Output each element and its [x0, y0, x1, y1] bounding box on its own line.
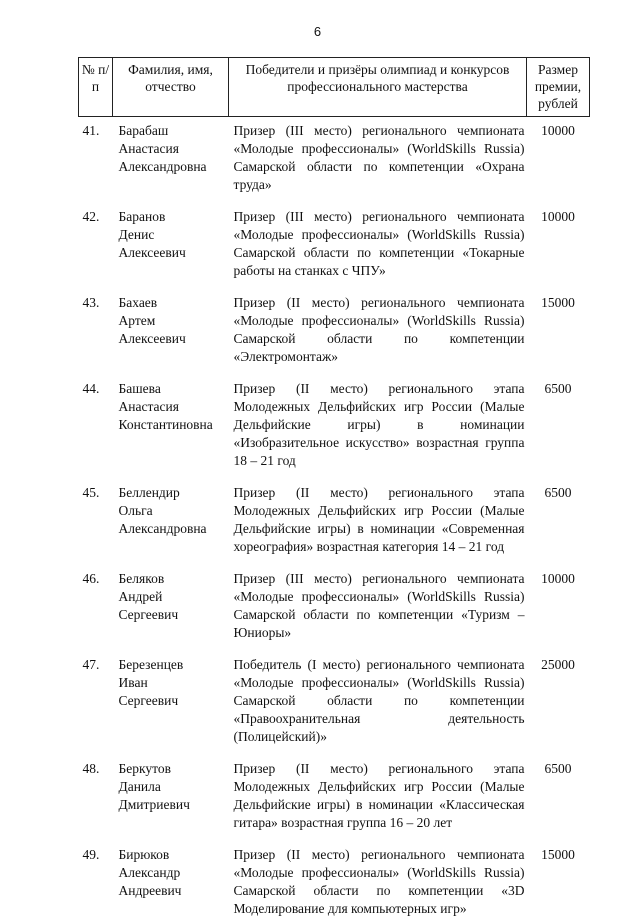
name-part: Сергеевич: [119, 692, 229, 710]
row-prize: 10000: [527, 208, 590, 280]
row-name: [113, 656, 229, 746]
name-part: Анастасия: [119, 140, 229, 158]
name-part: Березенцев: [119, 656, 229, 674]
row-number: 43.: [79, 294, 113, 366]
row-spacer-cell: [79, 832, 590, 846]
table-row: [79, 122, 590, 194]
row-spacer-cell: [79, 470, 590, 484]
name-part: Баранов: [119, 208, 229, 226]
row-spacer-cell: [79, 746, 590, 760]
row-prize: 6500: [527, 760, 590, 832]
name-part: Андреевич: [119, 882, 229, 900]
row-name: [113, 208, 229, 280]
name-part: Беллендир: [119, 484, 229, 502]
row-name: [113, 380, 229, 470]
name-part: Анастасия: [119, 398, 229, 416]
header-name: Фамилия, имя, отчество: [113, 58, 229, 117]
name-part: Алексеевич: [119, 244, 229, 262]
row-description: Призер (II место) регионального этапа Молодежных Дельфийских игр России (Малые Дельфийские игры) в номинации «Классическая гитара» возрастная группа 16 – 20 лет: [229, 760, 527, 832]
row-spacer: [79, 746, 590, 760]
name-part: Ольга: [119, 502, 229, 520]
name-part: Беляков: [119, 570, 229, 588]
row-prize: 6500: [527, 380, 590, 470]
table-row: [79, 380, 590, 470]
table-row: [79, 294, 590, 366]
row-description: Призер (II место) регионального чемпионата «Молодые профессионалы» (WorldSkills Russia) Самарской области по компетенции «3D Моделирование для компьютерных игр»: [229, 846, 527, 918]
header-prize: Размер премии, рублей: [527, 58, 590, 117]
row-prize: 25000: [527, 656, 590, 746]
row-name: [113, 484, 229, 556]
table-row: [79, 484, 590, 556]
name-part: Дмитриевич: [119, 796, 229, 814]
row-spacer-cell: [79, 366, 590, 380]
row-prize: 15000: [527, 846, 590, 918]
name-part: Константиновна: [119, 416, 229, 434]
row-name: [113, 760, 229, 832]
row-spacer: [79, 556, 590, 570]
name-part: Артем: [119, 312, 229, 330]
name-part: Барабаш: [119, 122, 229, 140]
row-spacer-cell: [79, 280, 590, 294]
row-description: Призер (II место) регионального чемпионата «Молодые профессионалы» (WorldSkills Russia) Самарской области по компетенции «Электромонтаж»: [229, 294, 527, 366]
row-name: [113, 294, 229, 366]
name-part: Александровна: [119, 520, 229, 538]
row-spacer: [79, 470, 590, 484]
row-name: [113, 122, 229, 194]
name-part: Башева: [119, 380, 229, 398]
name-part: Александр: [119, 864, 229, 882]
row-name: [113, 570, 229, 642]
table-header-row: [79, 58, 590, 117]
page-number: 6: [0, 24, 635, 39]
table-row: [79, 570, 590, 642]
name-part: Александровна: [119, 158, 229, 176]
row-spacer: [79, 194, 590, 208]
row-spacer: [79, 642, 590, 656]
name-part: Денис: [119, 226, 229, 244]
row-number: 47.: [79, 656, 113, 746]
row-spacer-cell: [79, 194, 590, 208]
name-part: Андрей: [119, 588, 229, 606]
header-desc: Победители и призёры олимпиад и конкурсов профессионального мастерства: [229, 58, 527, 117]
row-spacer-cell: [79, 642, 590, 656]
row-prize: 10000: [527, 570, 590, 642]
header-num: № п/п: [79, 58, 113, 117]
row-number: 46.: [79, 570, 113, 642]
table-row: [79, 656, 590, 746]
table-row: [79, 846, 590, 918]
name-part: Иван: [119, 674, 229, 692]
row-spacer-cell: [79, 556, 590, 570]
row-spacer: [79, 366, 590, 380]
row-prize: 15000: [527, 294, 590, 366]
row-description: Призер (II место) регионального этапа Молодежных Дельфийских игр России (Малые Дельфийские игры) в номинации «Изобразительное искусство» возрастная группа 18 – 21 год: [229, 380, 527, 470]
row-description: Победитель (I место) регионального чемпионата «Молодые профессионалы» (WorldSkills Russia) Самарской области по компетенции «Правоохранительная деятельность (Полицейский)»: [229, 656, 527, 746]
row-description: Призер (II место) регионального этапа Молодежных Дельфийских игр России (Малые Дельфийские игры) в номинации «Современная хореография» возрастная категория 14 – 21 год: [229, 484, 527, 556]
awards-table: [78, 57, 590, 918]
name-part: Сергеевич: [119, 606, 229, 624]
row-number: 45.: [79, 484, 113, 556]
name-part: Бирюков: [119, 846, 229, 864]
table-body: [79, 117, 590, 918]
name-part: Беркутов: [119, 760, 229, 778]
row-prize: 10000: [527, 122, 590, 194]
row-description: Призер (III место) регионального чемпионата «Молодые профессионалы» (WorldSkills Russia) Самарской области по компетенции «Туризм – Юниоры»: [229, 570, 527, 642]
row-spacer: [79, 832, 590, 846]
name-part: Данила: [119, 778, 229, 796]
name-part: Бахаев: [119, 294, 229, 312]
row-prize: 6500: [527, 484, 590, 556]
row-description: Призер (III место) регионального чемпионата «Молодые профессионалы» (WorldSkills Russia) Самарской области по компетенции «Токарные работы на станках с ЧПУ»: [229, 208, 527, 280]
table-row: [79, 208, 590, 280]
row-number: 41.: [79, 122, 113, 194]
name-part: Алексеевич: [119, 330, 229, 348]
table-row: [79, 760, 590, 832]
row-number: 49.: [79, 846, 113, 918]
row-spacer: [79, 280, 590, 294]
row-number: 48.: [79, 760, 113, 832]
row-number: 44.: [79, 380, 113, 470]
row-name: [113, 846, 229, 918]
row-description: Призер (III место) регионального чемпионата «Молодые профессионалы» (WorldSkills Russia) Самарской области по компетенции «Охрана труда»: [229, 122, 527, 194]
row-number: 42.: [79, 208, 113, 280]
